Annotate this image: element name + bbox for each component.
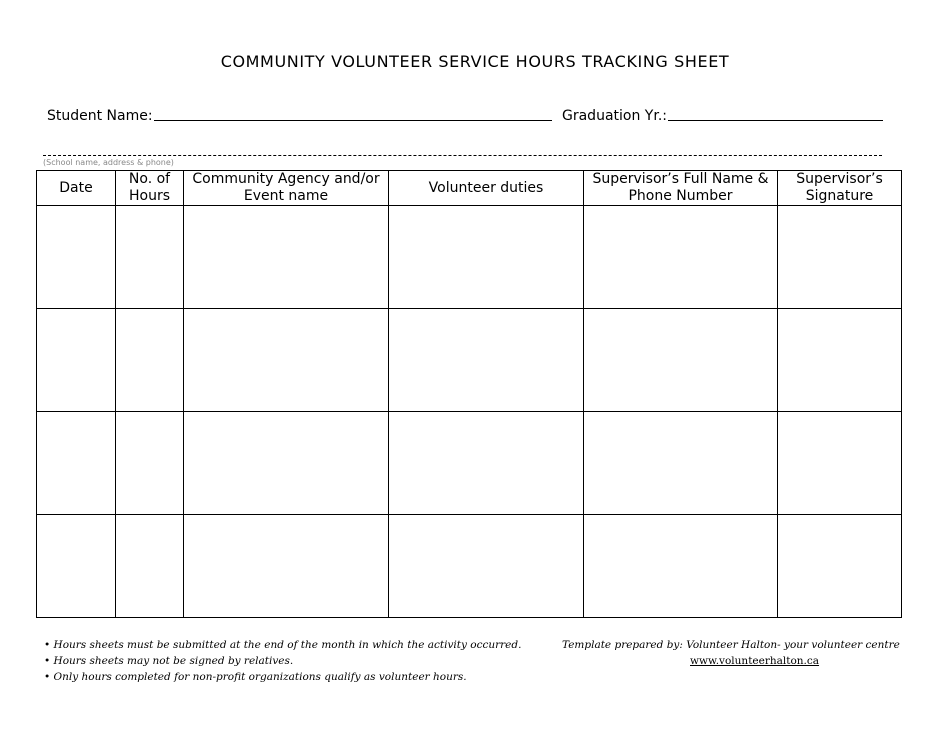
header-date: Date bbox=[37, 171, 116, 206]
table-row bbox=[37, 309, 902, 412]
graduation-year-label: Graduation Yr.: bbox=[562, 108, 667, 124]
footer-notes bbox=[44, 637, 521, 685]
hours-cell[interactable] bbox=[116, 412, 184, 515]
signature-cell[interactable] bbox=[778, 206, 902, 309]
hours-cell[interactable] bbox=[116, 515, 184, 618]
student-name-field[interactable] bbox=[154, 119, 552, 121]
hours-cell[interactable] bbox=[116, 309, 184, 412]
page-title: COMMUNITY VOLUNTEER SERVICE HOURS TRACKING SHEET bbox=[220, 52, 730, 71]
agency-cell[interactable] bbox=[184, 206, 389, 309]
school-info-field[interactable] bbox=[43, 155, 882, 156]
website-link[interactable]: www.volunteerhalton.ca bbox=[690, 655, 820, 667]
hours-cell[interactable] bbox=[116, 206, 184, 309]
supervisor-name-cell[interactable] bbox=[584, 309, 778, 412]
school-info-hint: (School name, address & phone) bbox=[43, 158, 174, 167]
header-hours: No. of Hours bbox=[116, 171, 184, 206]
footer-note: • Hours sheets must be submitted at the end of the month in which the activity occurred. bbox=[44, 639, 522, 651]
header-supervisor-name: Supervisor’s Full Name & Phone Number bbox=[584, 171, 778, 206]
signature-cell[interactable] bbox=[778, 412, 902, 515]
table-row bbox=[37, 515, 902, 618]
date-cell[interactable] bbox=[37, 515, 116, 618]
volunteer-hours-table bbox=[36, 170, 902, 618]
agency-cell[interactable] bbox=[184, 515, 389, 618]
agency-cell[interactable] bbox=[184, 412, 389, 515]
template-credit: Template prepared by: Volunteer Halton- your volunteer centre bbox=[562, 639, 900, 651]
signature-cell[interactable] bbox=[778, 309, 902, 412]
signature-cell[interactable] bbox=[778, 515, 902, 618]
date-cell[interactable] bbox=[37, 309, 116, 412]
table-row bbox=[37, 412, 902, 515]
footer-note: • Only hours completed for non-profit organizations qualify as volunteer hours. bbox=[44, 671, 467, 683]
table-header-row bbox=[37, 171, 902, 206]
student-name-row bbox=[47, 108, 552, 124]
footer-credit-block bbox=[562, 637, 900, 669]
supervisor-name-cell[interactable] bbox=[584, 206, 778, 309]
duties-cell[interactable] bbox=[389, 206, 584, 309]
graduation-row bbox=[562, 108, 883, 124]
header-supervisor-signature: Supervisor’s Signature bbox=[778, 171, 902, 206]
graduation-year-field[interactable] bbox=[668, 119, 883, 121]
date-cell[interactable] bbox=[37, 206, 116, 309]
duties-cell[interactable] bbox=[389, 309, 584, 412]
duties-cell[interactable] bbox=[389, 412, 584, 515]
header-agency: Community Agency and/or Event name bbox=[184, 171, 389, 206]
supervisor-name-cell[interactable] bbox=[584, 515, 778, 618]
duties-cell[interactable] bbox=[389, 515, 584, 618]
table-row bbox=[37, 206, 902, 309]
footer-note: • Hours sheets may not be signed by relatives. bbox=[44, 655, 294, 667]
student-name-label: Student Name: bbox=[47, 108, 153, 124]
supervisor-name-cell[interactable] bbox=[584, 412, 778, 515]
header-duties: Volunteer duties bbox=[389, 171, 584, 206]
date-cell[interactable] bbox=[37, 412, 116, 515]
agency-cell[interactable] bbox=[184, 309, 389, 412]
